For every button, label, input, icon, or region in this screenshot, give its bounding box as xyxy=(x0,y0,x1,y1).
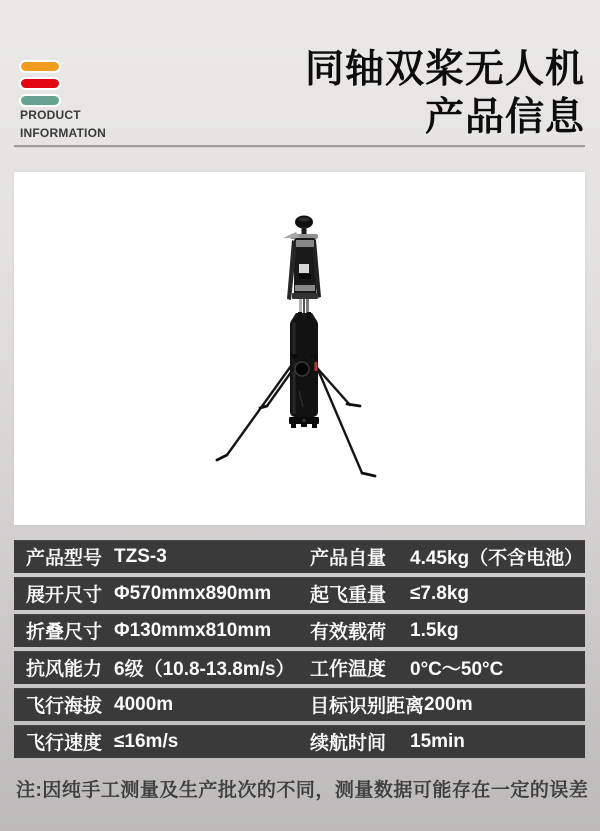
spec-row-speed xyxy=(14,725,585,758)
spec-label: 折叠尺寸 xyxy=(26,622,103,643)
spec-row-folded-size xyxy=(14,614,585,647)
spec-label: 展开尺寸 xyxy=(26,585,103,606)
spec-row-unfolded-size xyxy=(14,577,585,610)
page-title xyxy=(25,46,585,142)
folded-coaxial-drone-on-stand-icon xyxy=(204,209,404,489)
spec-value: 0°C～50°C xyxy=(410,659,504,680)
spec-value: 15min xyxy=(410,730,465,752)
spec-table xyxy=(14,540,585,762)
spec-row-wind-resistance xyxy=(14,651,585,684)
header-divider xyxy=(14,145,585,148)
spec-value: Φ570mmx890mm xyxy=(114,582,272,604)
page-title-line2: 产品信息 xyxy=(424,95,585,139)
spec-value: TZS-3 xyxy=(114,545,167,567)
spec-row-model xyxy=(14,540,585,573)
spec-label: 目标识别距离 xyxy=(310,696,425,717)
spec-label: 产品自量 xyxy=(310,548,387,569)
spec-value: 4.45kg（不含电池） xyxy=(410,548,584,569)
spec-label: 产品型号 xyxy=(26,548,103,569)
spec-value: 200m xyxy=(424,693,473,715)
spec-label: 续航时间 xyxy=(310,733,387,754)
spec-value: 1.5kg xyxy=(410,619,459,641)
page-title-line1: 同轴双桨无人机 xyxy=(304,48,585,91)
spec-value: 6级（10.8-13.8m/s） xyxy=(114,659,295,680)
spec-value: 4000m xyxy=(114,693,174,715)
spec-value: ≤7.8kg xyxy=(410,582,470,604)
spec-label: 飞行速度 xyxy=(26,733,103,754)
spec-label: 飞行海拔 xyxy=(26,696,103,717)
spec-value: ≤16m/s xyxy=(114,730,179,752)
spec-label: 有效载荷 xyxy=(310,622,387,643)
measurement-disclaimer: 注:因纯手工测量及生产批次的不同，测量数据可能存在一定的误差 xyxy=(16,780,589,801)
spec-label: 工作温度 xyxy=(310,659,387,680)
eyebrow-text: PRODUCT INFORMATION xyxy=(20,108,106,140)
spec-label: 起飞重量 xyxy=(310,585,387,606)
spec-value: Φ130mmx810mm xyxy=(114,619,272,641)
spec-label: 抗风能力 xyxy=(26,659,103,680)
spec-row-altitude xyxy=(14,688,585,721)
